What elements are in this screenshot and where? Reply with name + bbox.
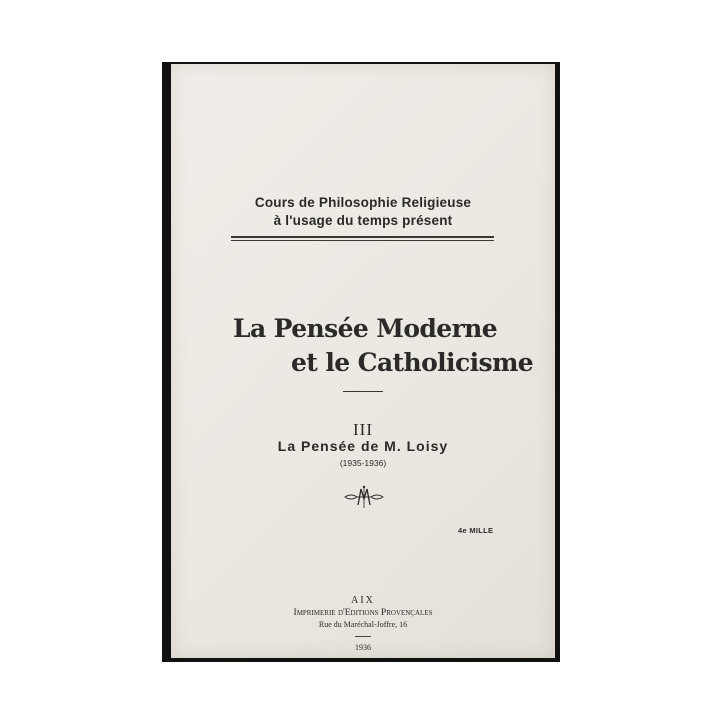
imprint-city: AIX [351, 595, 375, 606]
imprint-year: 1936 [355, 643, 371, 652]
book-cover [171, 64, 555, 658]
volume-subtitle: La Pensée de M. Loisy [277, 438, 449, 454]
series-title-line-2: à l'usage du temps présent [273, 213, 453, 228]
imprint-address: Rue du Maréchal-Joffre, 16 [318, 620, 408, 629]
main-title-line-2: et le Catholicisme [291, 348, 534, 377]
imprint-printer: Imprimerie d'Editions Provençales [293, 608, 433, 618]
edition-note: 4e MILLE [458, 526, 494, 535]
series-title-line-1: Cours de Philosophie Religieuse [254, 195, 472, 210]
imprint-divider [355, 636, 371, 637]
title-divider [343, 391, 383, 392]
double-rule-top [231, 236, 494, 238]
fleuron-monogram-icon [343, 484, 385, 510]
main-title-line-1: La Pensée Moderne [233, 314, 498, 343]
volume-number: III [353, 420, 373, 439]
volume-years: (1935-1936) [339, 458, 387, 468]
double-rule-bottom [231, 240, 494, 241]
